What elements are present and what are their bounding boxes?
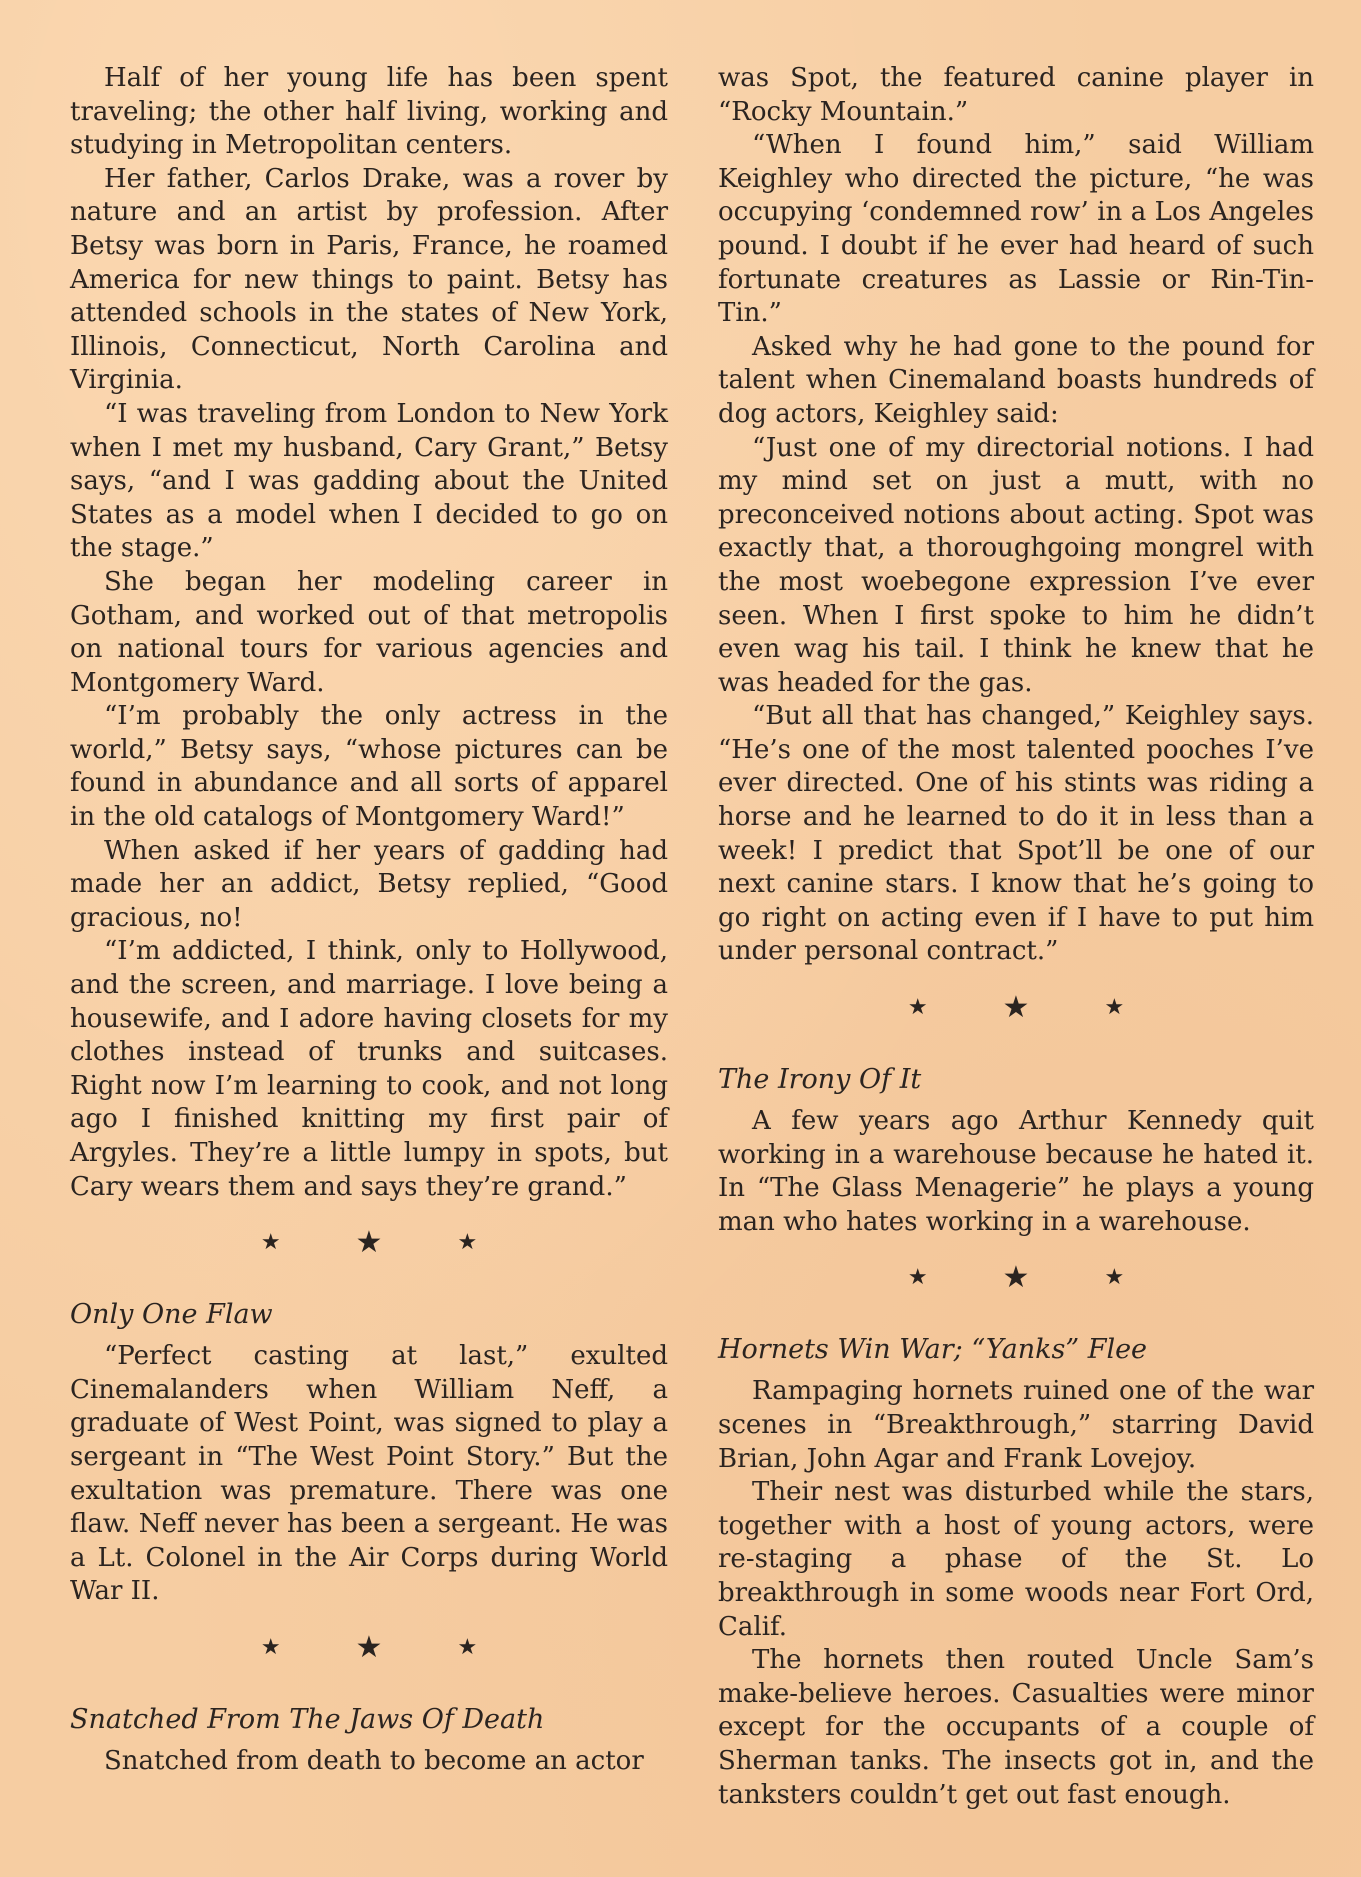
section-heading-snatched: Snatched From The Jaws Of Death	[70, 1703, 545, 1735]
paragraph: “I’m addicted, I think, only to Hollywood, and the screen, and marriage. I love being a housewife, and I adore having closets for my clothes instead of trunks and suitcases. Right now I’m learning to cook, and not long ago I finished knitting my first pair of Argyles. They’re a little lumpy in spots, but Cary wears them and says they’re grand.”	[70, 936, 668, 1202]
star-icon: ★	[457, 1634, 478, 1660]
star-separator	[70, 1225, 668, 1261]
paragraph: Her father, Carlos Drake, was a rover by nature and an artist by profession. After Betsy was born in Paris, France, he roamed America for new things to paint. Betsy has attended schools in the states of New York, Illinois, Connecticut, North Carolina and Virginia.	[70, 163, 668, 396]
section-heading-irony: The Irony Of It	[718, 1064, 922, 1096]
star-icon: ★	[907, 995, 928, 1021]
star-separator	[718, 1260, 1314, 1296]
star-icon: ★	[355, 1225, 383, 1261]
paragraph: Rampaging hornets ruined one of the war scenes in “Breakthrough,” starring David Brian, John Agar and Frank Lovejoy.	[718, 1376, 1314, 1474]
paragraph: “Perfect casting at last,” exulted Cinemalanders when William Neff, a graduate of West Point, was signed to play a sergeant in “The West Point Story.” But the exultation was premature. There was one flaw. Neff never has been a sergeant. He was a Lt. Colonel in the Air Corps during World War II.	[70, 1341, 668, 1607]
paragraph: was Spot, the featured canine player in “Rocky Mountain.”	[718, 63, 1314, 127]
paragraph: “I’m probably the only actress in the world,” Betsy says, “whose pictures can be found in abundance and all sorts of apparel in the old catalogs of Montgomery Ward!”	[70, 701, 668, 833]
section-heading-hornets: Hornets Win War; “Yanks” Flee	[718, 1334, 1148, 1366]
star-icon: ★	[1104, 995, 1125, 1021]
paragraph: Snatched from death to become an actor	[104, 1745, 644, 1776]
star-icon: ★	[355, 1629, 383, 1665]
star-icon: ★	[1104, 1265, 1125, 1291]
star-icon: ★	[457, 1230, 478, 1256]
star-separator	[718, 990, 1314, 1026]
paragraph: “When I found him,” said William Keighley who directed the picture, “he was occupying ‘condemned row’ in a Los Angeles pound. I doubt if he ever had heard of such fortunate creatures as Lassie or Rin-Tin-Tin.”	[718, 130, 1314, 329]
star-icon: ★	[260, 1230, 281, 1256]
star-icon: ★	[907, 1265, 928, 1291]
paragraph: “Just one of my directorial notions. I had my mind set on just a mutt, with no preconceived notions about acting. Spot was exactly that, a thoroughgoing mongrel with the most woebegone expression I’ve ever seen. When I first spoke to him he didn’t even wag his tail. I think he knew that he was headed for the gas.	[718, 432, 1314, 698]
star-separator	[70, 1629, 668, 1665]
star-icon: ★	[260, 1634, 281, 1660]
star-icon: ★	[1002, 990, 1030, 1026]
paragraph: A few years ago Arthur Kennedy quit working in a warehouse because he hated it. In “The Glass Menagerie” he plays a young man who hates working in a warehouse.	[718, 1106, 1314, 1237]
section-heading-only-one-flaw: Only One Flaw	[70, 1299, 273, 1331]
paragraph: The hornets then routed Uncle Sam’s make-believe heroes. Casualties were minor except for the occupants of a couple of Sherman tanks. The insects got in, and the tanksters couldn’t get out fast enough.	[718, 1645, 1314, 1810]
left-column	[70, 62, 668, 1779]
paragraph: Half of her young life has been spent traveling; the other half living, working and studying in Metropolitan centers.	[70, 63, 668, 161]
right-column	[718, 62, 1314, 1812]
paragraph: Asked why he had gone to the pound for talent when Cinemaland boasts hundreds of dog actors, Keighley said:	[718, 331, 1314, 429]
paragraph: “But all that has changed,” Keighley says. “He’s one of the most talented pooches I’ve ever directed. One of his stints was riding a horse and he learned to do it in less than a week! I predict that Spot’ll be one of our next canine stars. I know that he’s going to go right on acting even if I have to put him under personal contract.”	[718, 701, 1314, 967]
paragraph: “I was traveling from London to New York when I met my husband, Cary Grant,” Betsy says, “and I was gadding about the United States as a model when I decided to go on the stage.”	[70, 398, 668, 564]
paragraph: Their nest was disturbed while the stars, together with a host of young actors, were re-staging a phase of the St. Lo breakthrough in some woods near Fort Ord, Calif.	[718, 1477, 1314, 1642]
star-icon: ★	[1002, 1260, 1030, 1296]
paragraph: She began her modeling career in Gotham, and worked out of that metropolis on national tours for various agencies and Montgomery Ward.	[70, 566, 668, 698]
paragraph: When asked if her years of gadding had made her an addict, Betsy replied, “Good gracious, no!	[70, 835, 668, 933]
